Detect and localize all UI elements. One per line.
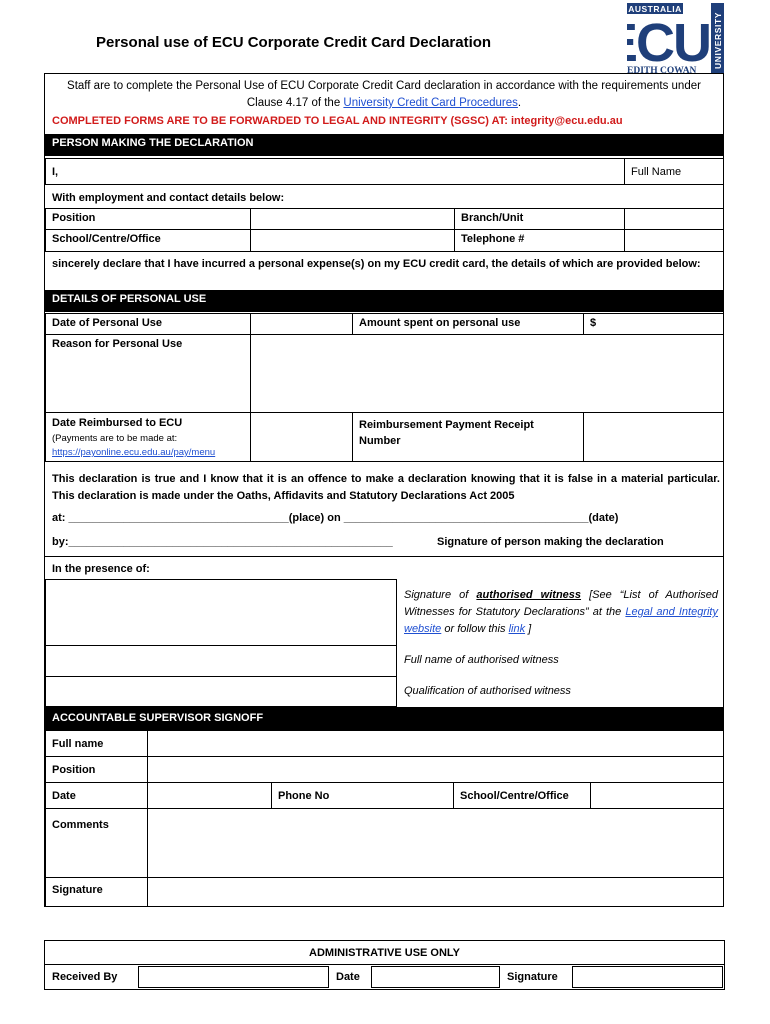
school-label: School/Centre/Office [45, 229, 251, 252]
witness-qualification-field[interactable] [45, 676, 397, 707]
amount-field[interactable] [583, 313, 724, 335]
intro-text-end: . [517, 97, 522, 109]
forwarding-notice: COMPLETED FORMS ARE TO BE FORWARDED TO LEGAL AND INTEGRITY (SGSC) AT: integrity@ecu.edu.au [52, 115, 623, 127]
admin-divider [44, 964, 725, 965]
comments-field[interactable] [147, 808, 724, 878]
signature-line[interactable]: by:_____________________________________________________ [52, 536, 393, 548]
employment-text: With employment and contact details below: [52, 192, 285, 204]
divider [45, 556, 723, 557]
witness-sig-prefix: Signature of [404, 589, 469, 601]
logo-main-text: CU [636, 13, 711, 73]
place-date-line[interactable]: at: ____________________________________(place) on ________________________________________(date) [52, 512, 619, 524]
witness-name-label: Full name of authorised witness [404, 654, 559, 666]
telephone-label: Telephone # [454, 229, 625, 252]
witness-sig-bold: authorised witness [476, 589, 582, 601]
position-field[interactable] [250, 208, 455, 230]
full-name-label: Full Name [624, 158, 724, 185]
statutory-declaration-text: This declaration is true and I know that it is an offence to make a declaration knowing that it is false in a material particular. This declaration is made under the Oaths, Affidavits and Statutory Declarations Act 2005 [52, 473, 720, 502]
received-by-field[interactable] [138, 966, 329, 988]
amount-label: Amount spent on personal use [352, 313, 584, 335]
reimbursed-date-cell [45, 412, 251, 462]
admin-date-label: Date [336, 971, 360, 983]
payment-note: (Payments are to be made at: [52, 433, 178, 444]
date-of-use-label: Date of Personal Use [45, 313, 251, 335]
admin-signature-label: Signature [507, 971, 558, 983]
supervisor-signature-field[interactable] [147, 877, 724, 907]
supervisor-name-label: Full name [45, 730, 148, 757]
supervisor-school-field[interactable] [590, 782, 724, 809]
witness-qualification-label: Qualification of authorised witness [404, 685, 571, 697]
section-heading-supervisor: ACCOUNTABLE SUPERVISOR SIGNOFF [45, 707, 723, 731]
i-label: I, [52, 166, 59, 178]
payonline-link[interactable]: https://payonline.ecu.edu.au/pay/menu [52, 447, 216, 458]
section-heading-details: DETAILS OF PERSONAL USE [45, 290, 723, 312]
received-by-label: Received By [52, 971, 118, 983]
supervisor-date-field[interactable] [147, 782, 272, 809]
supervisor-signature-label: Signature [45, 877, 148, 907]
supervisor-date-label: Date [45, 782, 148, 809]
reimbursed-label: Date Reimbursed to ECU [52, 417, 183, 429]
supervisor-position-field[interactable] [147, 756, 724, 783]
witness-list-link[interactable]: link [508, 623, 526, 635]
form-title: Personal use of ECU Corporate Credit Card Declaration [96, 34, 492, 51]
witness-end: ] [528, 623, 532, 635]
signature-caption: Signature of person making the declaration [437, 536, 664, 548]
logo-side-text: UNIVERSITY [713, 11, 723, 69]
witness-name-field[interactable] [45, 645, 397, 677]
declare-text: sincerely declare that I have incurred a personal expense(s) on my ECU credit card, the details of which are provided below: [52, 258, 701, 270]
position-label: Position [45, 208, 251, 230]
admin-date-field[interactable] [371, 966, 500, 988]
branch-label: Branch/Unit [454, 208, 625, 230]
witness-mid: or follow this [444, 623, 506, 635]
logo-bottom-text: EDITH COWAN [627, 66, 697, 74]
receipt-field[interactable] [583, 412, 724, 462]
witness-sig-suffix: [See “List of Authorised Witnesses for Statutory Declarations” at the [404, 589, 719, 618]
credit-card-procedures-link[interactable]: University Credit Card Procedures [343, 97, 518, 109]
branch-field[interactable] [624, 208, 724, 230]
school-field[interactable] [250, 229, 455, 252]
receipt-label: Reimbursement Payment Receipt Number [352, 412, 584, 462]
supervisor-name-field[interactable] [147, 730, 724, 757]
ecu-logo [627, 3, 725, 74]
reimbursed-date-field[interactable] [250, 412, 353, 462]
logo-top-text: AUSTRALIA [628, 4, 682, 14]
date-of-use-field[interactable] [250, 313, 353, 335]
declarant-name-field[interactable] [45, 158, 625, 185]
comments-label: Comments [45, 808, 148, 878]
section-heading-declarant: PERSON MAKING THE DECLARATION [45, 134, 723, 156]
admin-heading: ADMINISTRATIVE USE ONLY [309, 947, 460, 959]
telephone-field[interactable] [624, 229, 724, 252]
reason-label: Reason for Personal Use [45, 334, 251, 413]
legal-integrity-website-link[interactable]: Legal and Integrity website [404, 606, 718, 635]
intro-text [50, 78, 718, 112]
witness-signature-label [404, 587, 718, 638]
reason-field[interactable] [250, 334, 724, 413]
admin-signature-field[interactable] [572, 966, 723, 988]
witness-signature-field[interactable] [45, 579, 397, 646]
supervisor-position-label: Position [45, 756, 148, 783]
currency-symbol: $ [590, 317, 597, 329]
supervisor-school-label: School/Centre/Office [453, 782, 591, 809]
presence-label: In the presence of: [52, 563, 150, 575]
supervisor-phone-label[interactable]: Phone No [271, 782, 454, 809]
intro-text-body: Staff are to complete the Personal Use of ECU Corporate Credit Card declaration in accordance with the requirements under Clause 4.17 of the [67, 80, 701, 109]
